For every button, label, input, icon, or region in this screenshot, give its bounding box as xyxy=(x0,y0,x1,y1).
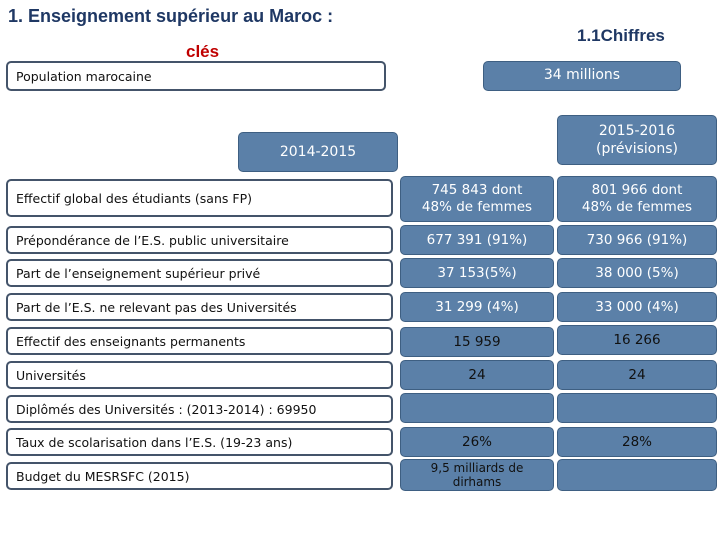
row-value-2015-prive: 38 000 (5%) xyxy=(557,258,717,288)
page-title-continuation: clés xyxy=(186,42,220,61)
row-value-2015-universites: 24 xyxy=(557,360,717,390)
page-title: 1. Enseignement supérieur au Maroc : xyxy=(8,6,334,26)
row-value-2014-public-universitaire: 677 391 (91%) xyxy=(400,225,554,255)
row-label-hors-universites: Part de l’E.S. ne relevant pas des Universités xyxy=(6,293,393,321)
row-value-2015-diplomes-empty xyxy=(557,393,717,423)
row-value-2015-enseignants: 16 266 xyxy=(557,325,717,355)
row-label-universites: Universités xyxy=(6,361,393,389)
row-value-2014-enseignants: 15 959 xyxy=(400,327,554,357)
row-value-2014-hors-universites: 31 299 (4%) xyxy=(400,292,554,322)
row-label-diplomes: Diplômés des Universités : (2013-2014) : 69950 xyxy=(6,395,393,423)
row-value-2015-scolarisation: 28% xyxy=(557,427,717,457)
row-label-public-universitaire: Prépondérance de l’E.S. public universitaire xyxy=(6,226,393,254)
column-header-2014-2015: 2014-2015 xyxy=(238,132,398,172)
row-value-2014-effectif-global: 745 843 dont 48% de femmes xyxy=(400,176,554,222)
row-value-2014-diplomes-empty xyxy=(400,393,554,423)
row-value-2015-public-universitaire: 730 966 (91%) xyxy=(557,225,717,255)
population-label: Population marocaine xyxy=(6,61,386,91)
row-label-enseignants: Effectif des enseignants permanents xyxy=(6,327,393,355)
row-label-scolarisation: Taux de scolarisation dans l’E.S. (19-23 ans) xyxy=(6,428,393,456)
row-value-2015-effectif-global: 801 966 dont 48% de femmes xyxy=(557,176,717,222)
row-value-2014-budget: 9,5 milliards de dirhams xyxy=(400,459,554,491)
row-label-effectif-global: Effectif global des étudiants (sans FP) xyxy=(6,179,393,217)
row-value-2015-hors-universites: 33 000 (4%) xyxy=(557,292,717,322)
row-label-prive: Part de l’enseignement supérieur privé xyxy=(6,259,393,287)
population-value: 34 millions xyxy=(483,61,681,91)
row-value-2015-budget-empty xyxy=(557,459,717,491)
row-value-2014-prive: 37 153(5%) xyxy=(400,258,554,288)
row-value-2014-universites: 24 xyxy=(400,360,554,390)
column-header-2015-2016: 2015-2016 (prévisions) xyxy=(557,115,717,165)
section-subtitle: 1.1Chiffres xyxy=(577,26,665,45)
row-value-2014-scolarisation: 26% xyxy=(400,427,554,457)
row-label-budget: Budget du MESRSFC (2015) xyxy=(6,462,393,490)
